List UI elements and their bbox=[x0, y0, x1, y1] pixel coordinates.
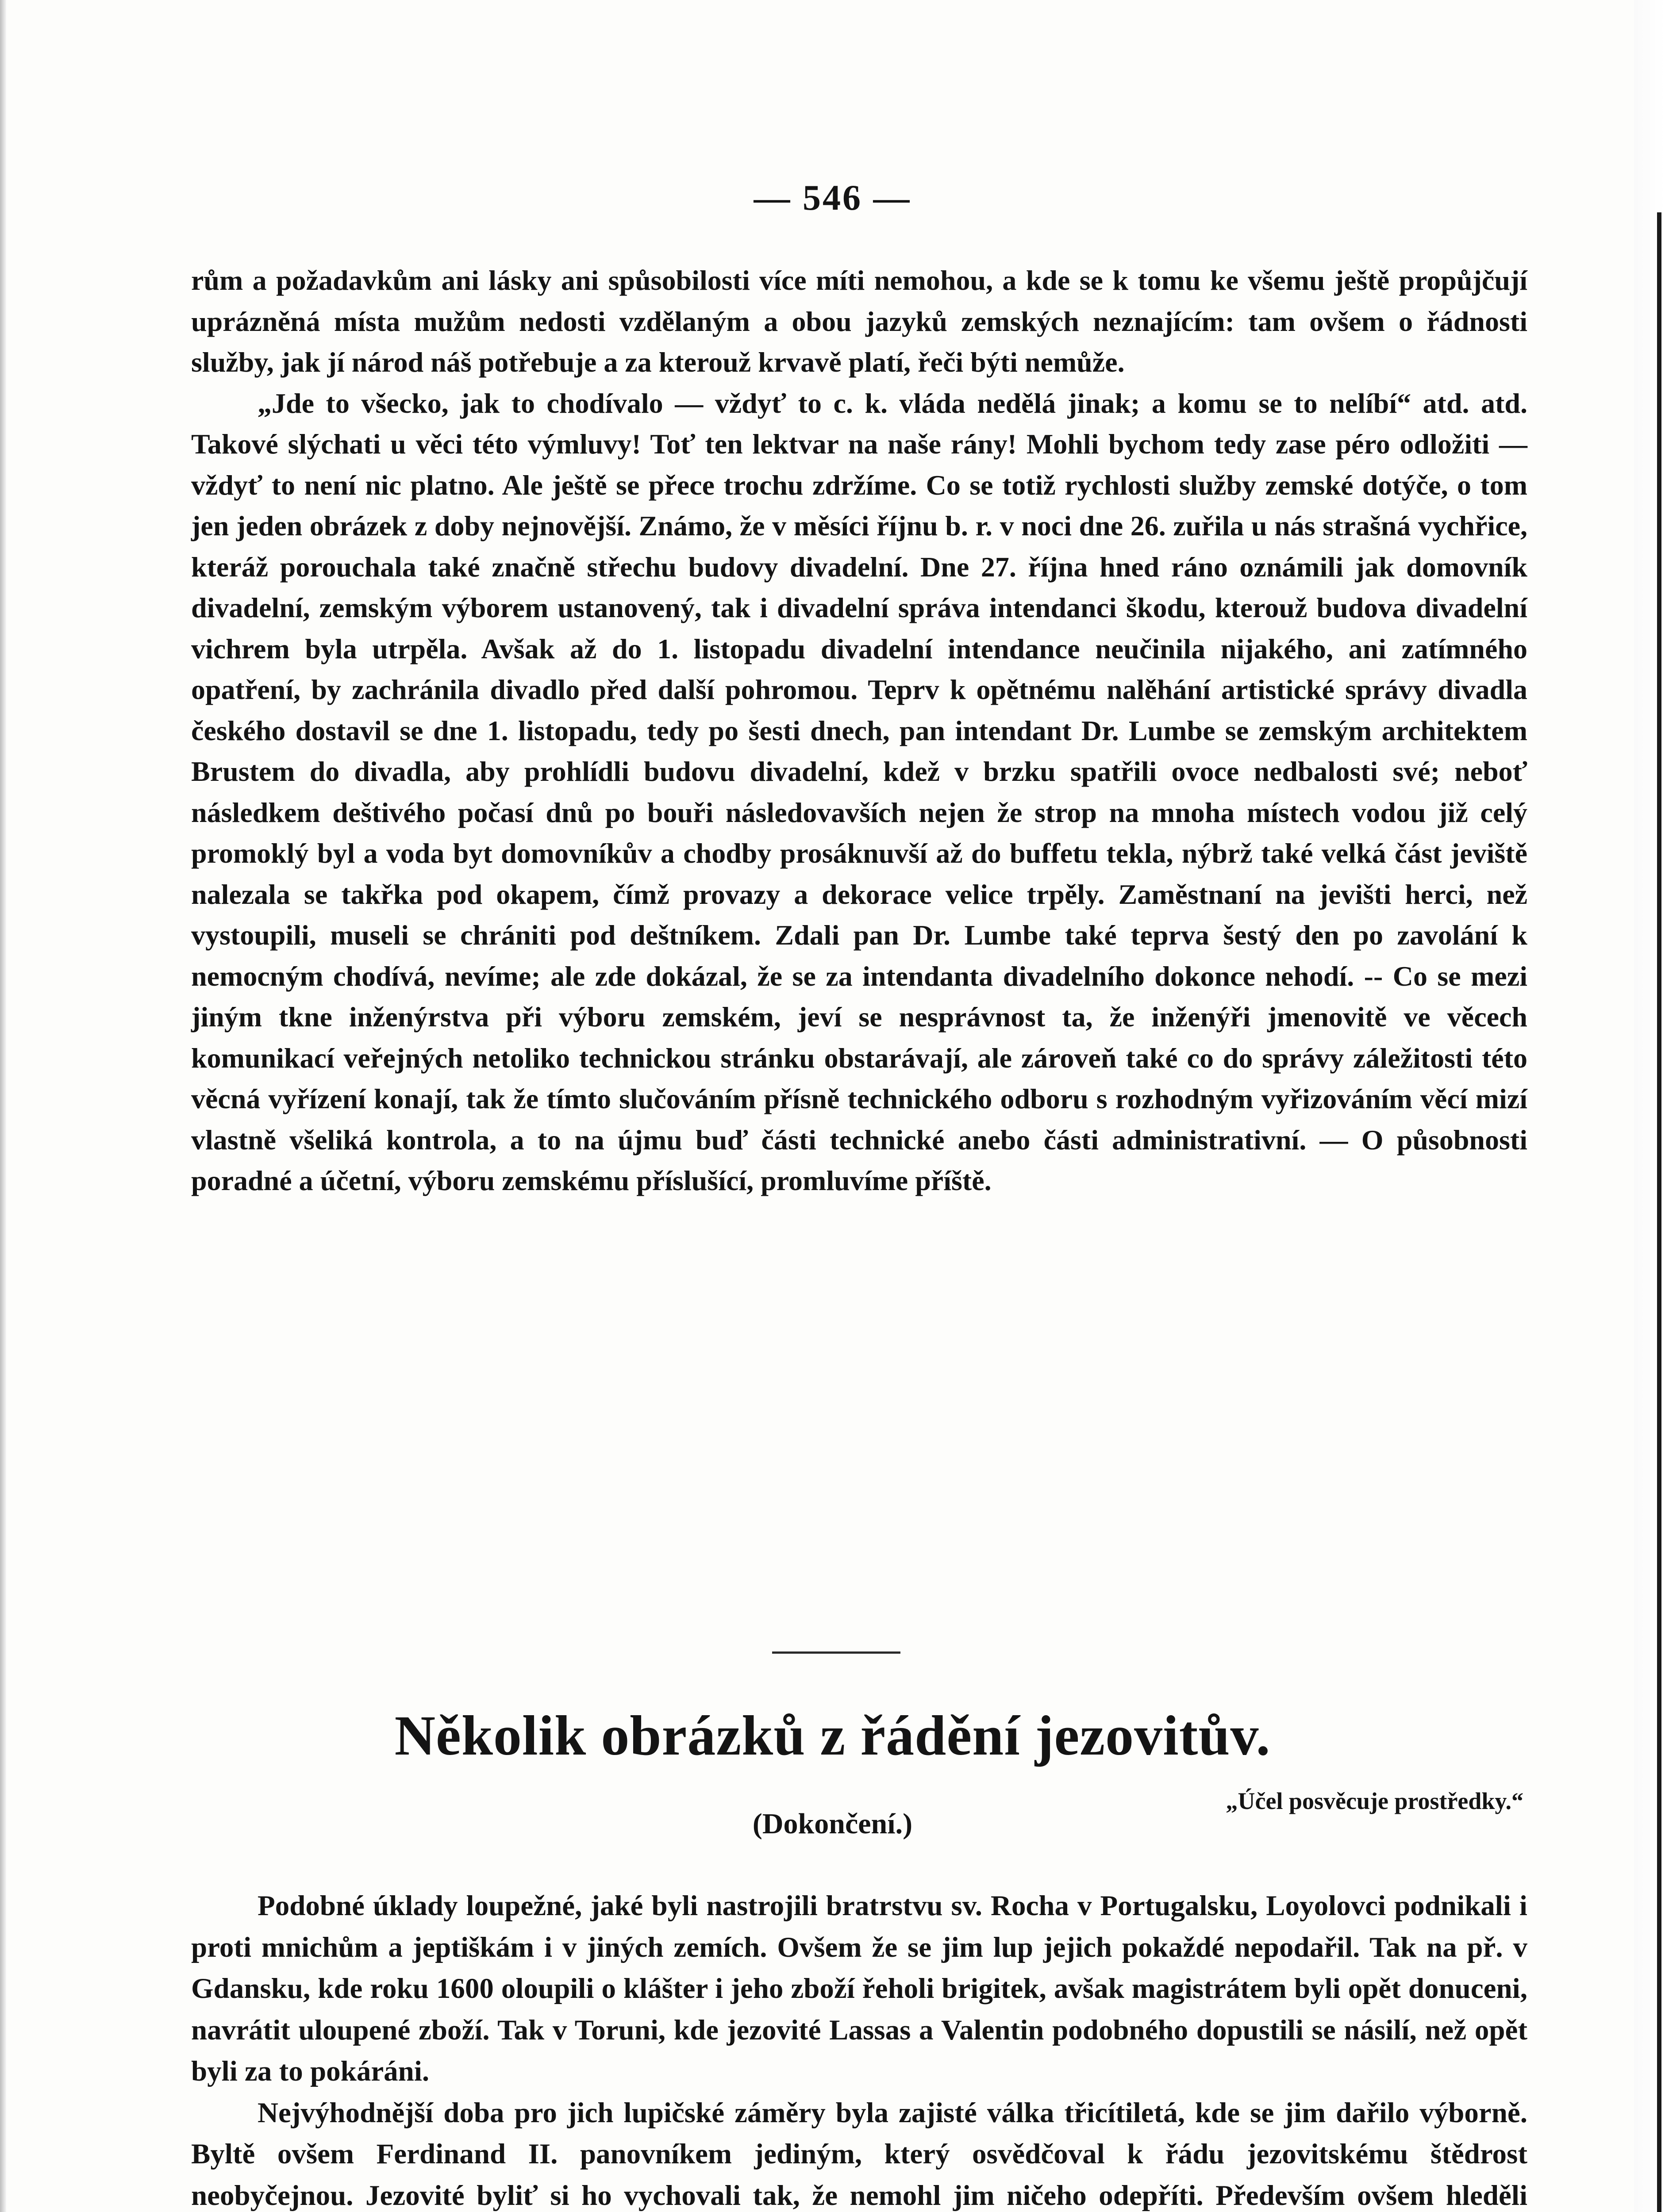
section-divider bbox=[772, 1651, 900, 1654]
scan-binding-shadow bbox=[1657, 212, 1661, 2212]
paragraph: Nejvýhodnější doba pro jich lupičské záměry byla zajisté válka třicítiletá, kde se jim dařilo výborně. Byltě ovšem Ferdinand II. panovníkem jediným, který osvědčoval k řádu jezovitskému štědrost neobyčejnou. Jezovité byliť si ho vychovali tak, že nemohl jim ničeho odepříti. Především ovšem hleděli bbox=[191, 2097, 1527, 2212]
article-subtitle: (Dokončení.) bbox=[752, 1808, 913, 1840]
continued-article-text bbox=[191, 260, 1527, 1202]
paragraph: „Jde to všecko, jak to chodívalo — vždyť to c. k. vláda nedělá jinak; a komu se to nelíbí“ atd. atd. Takové slýchati u věci této výmluvy! Toť ten lektvar na naše rány! Mohli bychom tedy zase péro odložiti — vždyť to není nic platno. Ale ještě se přece trochu zdržíme. Co se totiž rychlosti služby zemské dotýče, o tom jen jeden obrázek z doby nejnovější. Známo, že v měsíci říjnu b. r. v noci dne 26. zuřila u nás strašná vychřice, kteráž porouchala také značně střechu budovy divadelní. Dne 27. října hned ráno oznámili jak domovník divadelní, zemským výborem ustanovený, tak i divadelní správa intendanci škodu, kterouž budova divadelní vichrem byla utrpěla. Avšak až do 1. listopadu divadelní intendance neučinila nijakého, ani zatímného opatření, by zachránila divadlo před další pohromou. Teprv k opětnému nalěhání artistické správy divadla českého dostavil se dne 1. listopadu, tedy po šesti dnech, pan intendant Dr. Lumbe se zemským architektem Brustem do divadla, aby prohlídli budovu divadelní, kdež v brzku spatřili ovoce nedbalosti své; neboť následkem deštivého počasí dnů po bouři následovavších nejen že strop na mnoha místech vodou již celý promoklý byl a voda byt domovníkův a chodby prosáknuvší až do buffetu tekla, nýbrž také velká část jeviště nalezala se takřka pod okapem, čímž provazy a dekorace velice trpěly. Zaměstnaní na jevišti herci, než vystoupili, museli se chrániti pod deštníkem. Zdali pan Dr. Lumbe také teprva šestý den po zavolání k nemocným chodívá, nevíme; ale zde dokázal, že se za intendanta divadelního dokonce nehodí. -- Co se mezi jiným tkne inženýrstva při výboru zemském, jeví se nesprávnost ta, že inženýři jmenovitě ve věcech komunikací veřejných netoliko technickou stránku obstarávají, ale zároveň také co do správy záležitosti této věcná vyřízení konají, tak že tímto slučováním přísně technického odboru s rozhodným vyřizováním věcí mizí vlastně všeliká kontrola, a to na újmu buď části technické anebo části administrativní. — O působnosti poradné a účetní, výboru zemskému příslušící, promluvíme příště. bbox=[191, 387, 1527, 1196]
page-number: — 546 — bbox=[754, 177, 911, 218]
article-title: Několik obrázků z řádění jezovitův. bbox=[394, 1704, 1271, 1767]
article-body bbox=[191, 1886, 1527, 2212]
scan-edge-left bbox=[0, 0, 6, 2212]
paragraph: rům a požadavkům ani lásky ani spůsobilosti více míti nemohou, a kde se k tomu ke všemu ještě propůjčují uprázněná místa mužům nedosti vzdělaným a obou jazyků zemských neznajícím: tam ovšem o řádnosti služby, jak jí národ náš potřebuje a za kterouž krvavě platí, řeči býti nemůže. bbox=[191, 265, 1527, 378]
paragraph: Podobné úklady loupežné, jaké byli nastrojili bratrstvu sv. Rocha v Portugalsku, Loyolovci podnikali i proti mnichům a jeptiškám i v jiných zemích. Ovšem že se jim lup jejich pokaždé nepodařil. Tak na př. v Gdansku, kde roku 1600 oloupili o klášter i jeho zboží řeholi brigitek, avšak magistrátem byli opět donuceni, navrátit uloupené zboží. Tak v Toruni, kde jezovité Lassas a Valentin podobného dopustili se násilí, než opět byli za to pokáráni. bbox=[191, 1890, 1527, 2087]
article-motto: „Účel posvěcuje prostředky.“ bbox=[1226, 1788, 1523, 1814]
